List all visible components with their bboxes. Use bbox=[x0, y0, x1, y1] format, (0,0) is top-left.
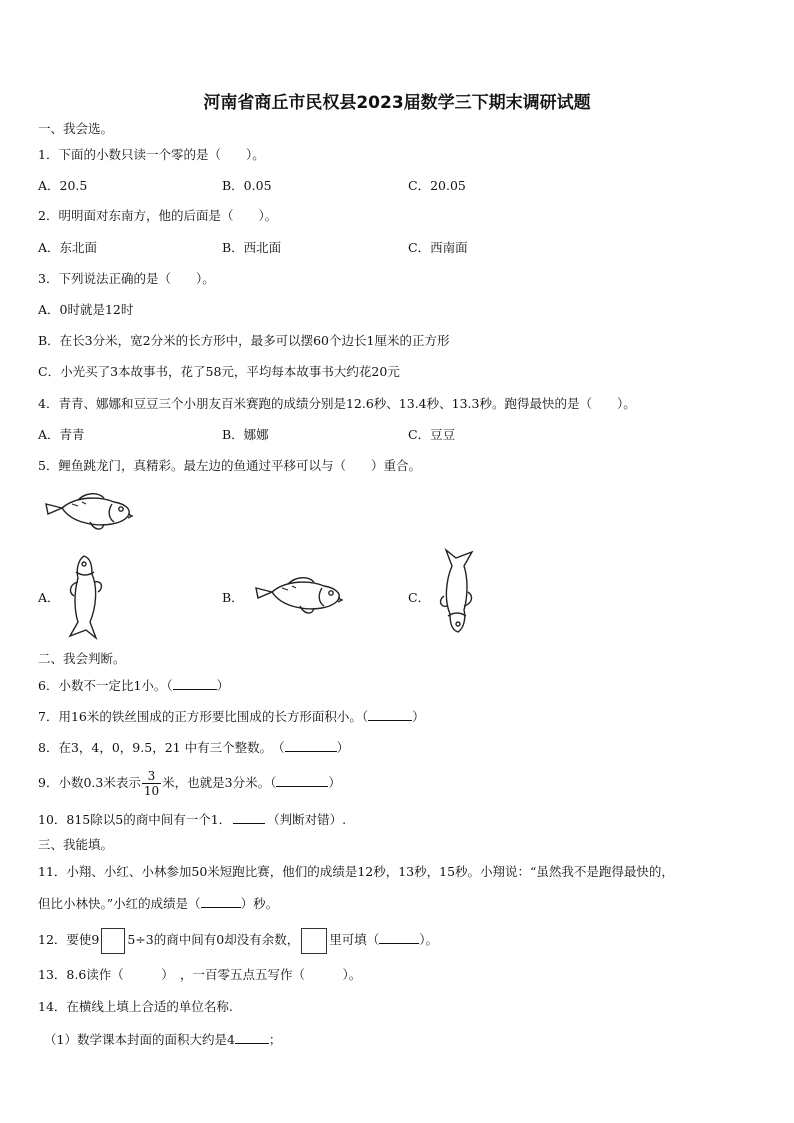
answer-blank[interactable] bbox=[368, 708, 412, 721]
question-1-option-b: B．0.05 bbox=[222, 178, 272, 193]
question-7 bbox=[38, 708, 425, 725]
question-5-option-a: A． bbox=[38, 590, 60, 605]
question-1-stem: 1．下面的小数只读一个零的是（ ）。 bbox=[38, 147, 265, 162]
carp-fish-horizontal-b-icon bbox=[252, 574, 344, 618]
question-7-text: 7．用16米的铁丝围成的正方形要比围成的长方形面积小。（ bbox=[38, 709, 369, 724]
question-3-stem: 3．下列说法正确的是（ ）。 bbox=[38, 271, 215, 286]
question-10 bbox=[38, 811, 346, 828]
question-9-close: ） bbox=[328, 775, 341, 790]
question-2-option-c: C．西南面 bbox=[408, 240, 468, 255]
question-9-text: 9．小数0.3米表示 bbox=[38, 775, 141, 790]
page-title: 河南省商丘市民权县2023届数学三下期末调研试题 bbox=[203, 93, 591, 113]
carp-fish-vertical-a-icon bbox=[60, 552, 112, 640]
question-6-text: 6．小数不一定比1小。（ bbox=[38, 678, 173, 693]
question-9 bbox=[38, 766, 341, 800]
question-11-line-2 bbox=[38, 895, 278, 912]
section-heading-2: 二、我会判断。 bbox=[38, 651, 126, 666]
carp-fish-vertical-c-icon bbox=[430, 548, 482, 638]
question-2-option-a: A．东北面 bbox=[38, 240, 98, 255]
question-6 bbox=[38, 677, 229, 694]
question-5-option-b: B． bbox=[222, 590, 244, 605]
question-8-close: ） bbox=[336, 740, 350, 755]
carp-fish-icon bbox=[42, 490, 134, 534]
question-4-option-b: B．娜娜 bbox=[222, 427, 269, 442]
question-4-stem: 4．青青、娜娜和豆豆三个小朋友百米赛跑的成绩分别是12.6秒、13.4秒、13.3秒。跑得最快的是（ ）。 bbox=[38, 396, 636, 411]
answer-blank[interactable] bbox=[201, 895, 241, 908]
question-2-stem: 2．明明面对东南方，他的后面是（ ）。 bbox=[38, 208, 278, 223]
digit-box[interactable] bbox=[101, 928, 125, 954]
question-7-close: ） bbox=[412, 709, 425, 724]
fraction-denominator: 10 bbox=[143, 784, 160, 798]
question-8-text: 8．在3，4，0，9.5，21 中有三个整数。 （ bbox=[38, 740, 285, 755]
question-10-text: 10．815除以5的商中间有一个1． bbox=[38, 812, 232, 827]
question-5-option-c: C． bbox=[408, 590, 431, 605]
question-11-line-1: 11．小翔、小红、小林参加50米短跑比赛，他们的成绩是12秒，13秒，15秒。小翔说：“虽然我不是跑得最快的， bbox=[38, 864, 674, 879]
question-12 bbox=[38, 926, 438, 954]
question-11-close: ）秒。 bbox=[240, 896, 279, 911]
question-13: 13．8.6读作（ ） ，一百零五点五写作（ ）。 bbox=[38, 967, 362, 982]
answer-blank[interactable] bbox=[285, 739, 337, 752]
question-12-text: 12．要使9 bbox=[38, 932, 100, 947]
question-14-sub-1-text: （1）数学课本封面的面积大约是4 bbox=[44, 1032, 235, 1047]
question-1-option-a: A．20.5 bbox=[38, 178, 88, 193]
question-14-sub-1 bbox=[44, 1031, 281, 1048]
fraction-numerator: 3 bbox=[142, 769, 161, 784]
question-4-option-c: C．豆豆 bbox=[408, 427, 456, 442]
question-3-option-b: B．在长3分米，宽2分米的长方形中，最多可以摆60个边长1厘米的正方形 bbox=[38, 333, 450, 348]
fraction-3-10 bbox=[142, 769, 161, 798]
question-3-option-c: C．小光买了3本故事书，花了58元，平均每本故事书大约花20元 bbox=[38, 364, 400, 379]
section-heading-1: 一、我会选。 bbox=[38, 121, 114, 136]
question-10-suffix: （判断对错）. bbox=[267, 812, 347, 827]
answer-blank[interactable] bbox=[173, 677, 217, 690]
question-12-text-fill: 里可填（ bbox=[329, 932, 380, 947]
digit-box[interactable] bbox=[301, 928, 327, 954]
question-5-stem: 5．鲤鱼跳龙门，真精彩。最左边的鱼通过平移可以与（ ）重合。 bbox=[38, 458, 421, 473]
question-12-close: ）。 bbox=[419, 932, 438, 947]
question-1-option-c: C．20.05 bbox=[408, 178, 466, 193]
question-3-option-a: A．0时就是12时 bbox=[38, 302, 134, 317]
question-6-close: ） bbox=[216, 678, 230, 693]
question-12-text-mid: 5÷3的商中间有0却没有余数， bbox=[127, 932, 300, 947]
question-11-text: 但比小林快。”小红的成绩是（ bbox=[38, 896, 201, 911]
question-14-sub-1-end: ； bbox=[268, 1032, 282, 1047]
question-4-option-a: A．青青 bbox=[38, 427, 85, 442]
question-14-stem: 14．在横线上填上合适的单位名称. bbox=[38, 999, 233, 1014]
answer-blank[interactable] bbox=[233, 811, 265, 824]
question-8 bbox=[38, 739, 349, 756]
answer-blank[interactable] bbox=[379, 931, 419, 944]
question-2-option-b: B．西北面 bbox=[222, 240, 282, 255]
section-heading-3: 三、我能填。 bbox=[38, 837, 114, 852]
answer-blank[interactable] bbox=[235, 1031, 269, 1044]
answer-blank[interactable] bbox=[276, 774, 328, 787]
question-9-text-mid: 米，也就是3分米。（ bbox=[162, 775, 277, 790]
